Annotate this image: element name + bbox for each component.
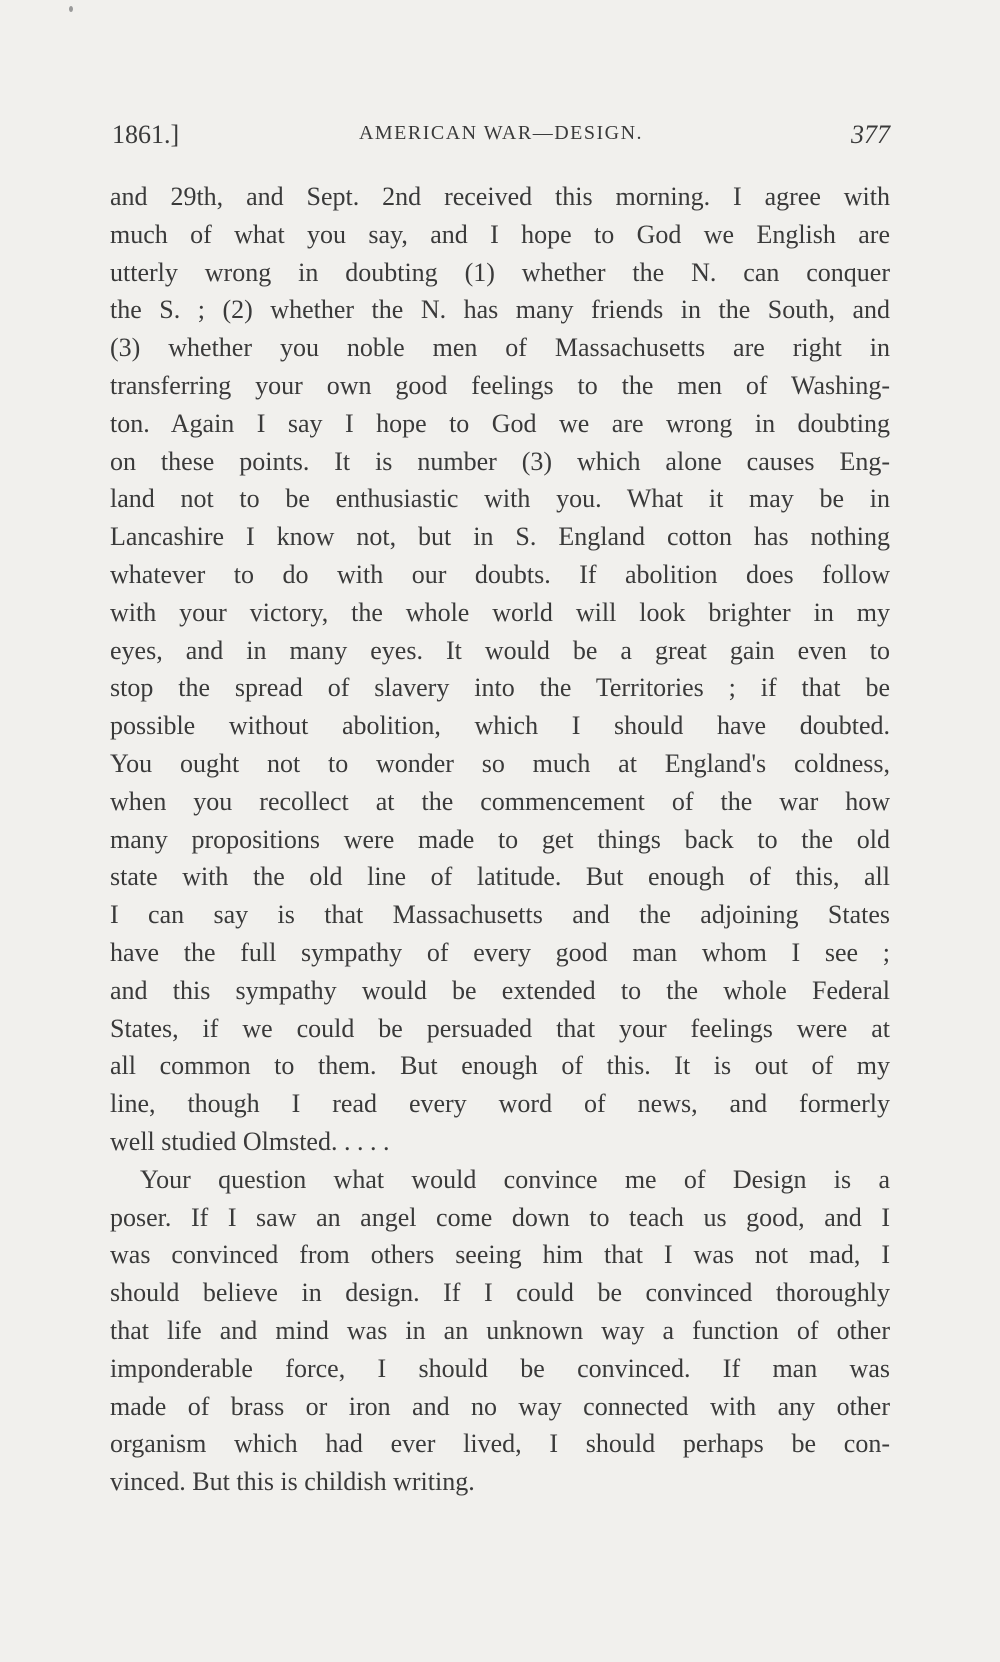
page-number: 377 bbox=[851, 120, 890, 149]
paragraph bbox=[110, 178, 890, 1161]
text-line: should believe in design. If I could be convinced thoroughly bbox=[110, 1278, 890, 1308]
text-line: made of brass or iron and no way connected with any other bbox=[110, 1391, 890, 1421]
text-line: with your victory, the whole world will look brighter in my bbox=[110, 597, 890, 627]
body-text bbox=[110, 178, 890, 1501]
text-line: Lancashire I know not, but in S. England cotton has nothing bbox=[110, 522, 890, 552]
text-line: poser. If I saw an angel come down to teach us good, and I bbox=[110, 1202, 890, 1232]
header-year: 1861.] bbox=[112, 120, 180, 149]
paper-speck bbox=[69, 6, 73, 12]
text-line: line, though I read every word of news, and formerly bbox=[110, 1089, 890, 1119]
text-line: utterly wrong in doubting (1) whether the N. can conquer bbox=[110, 257, 890, 287]
text-line: possible without abolition, which I should have doubted. bbox=[110, 711, 890, 741]
text-line: organism which had ever lived, I should perhaps be con- bbox=[110, 1429, 890, 1459]
text-line: eyes, and in many eyes. It would be a great gain even to bbox=[110, 635, 890, 665]
text-line: Your question what would convince me of Design is a bbox=[140, 1164, 890, 1194]
running-title: AMERICAN WAR—DESIGN. bbox=[358, 122, 644, 144]
text-line: that life and mind was in an unknown way a function of other bbox=[110, 1315, 890, 1345]
text-line: on these points. It is number (3) which alone causes Eng- bbox=[110, 446, 890, 476]
text-line: (3) whether you noble men of Massachusetts are right in bbox=[110, 333, 890, 363]
text-line: the S. ; (2) whether the N. has many friends in the South, and bbox=[110, 295, 890, 325]
text-line: all common to them. But enough of this. It is out of my bbox=[110, 1051, 890, 1081]
text-line: stop the spread of slavery into the Territories ; if that be bbox=[110, 673, 890, 703]
text-line: whatever to do with our doubts. If abolition does follow bbox=[110, 559, 890, 589]
text-line: States, if we could be persuaded that your feelings were at bbox=[110, 1013, 890, 1043]
text-line: many propositions were made to get things back to the old bbox=[110, 824, 890, 854]
text-line: I can say is that Massachusetts and the adjoining States bbox=[110, 900, 890, 930]
text-line: much of what you say, and I hope to God we English are bbox=[110, 219, 890, 249]
text-line: transferring your own good feelings to the men of Washing- bbox=[110, 370, 890, 400]
text-line: and 29th, and Sept. 2nd received this morning. I agree with bbox=[110, 182, 890, 211]
paragraph bbox=[110, 1161, 890, 1501]
text-line: state with the old line of latitude. But enough of this, all bbox=[110, 862, 890, 892]
text-line: when you recollect at the commencement of the war how bbox=[110, 786, 890, 816]
text-line: well studied Olmsted. . . . . bbox=[110, 1126, 390, 1156]
text-line: and this sympathy would be extended to the whole Federal bbox=[110, 975, 890, 1005]
text-line: land not to be enthusiastic with you. What it may be in bbox=[110, 484, 890, 514]
running-header bbox=[112, 116, 890, 156]
text-line: vinced. But this is childish writing. bbox=[110, 1467, 475, 1497]
text-line: imponderable force, I should be convinced. If man was bbox=[110, 1353, 890, 1383]
text-line: was convinced from others seeing him that I was not mad, I bbox=[110, 1240, 890, 1270]
text-line: You ought not to wonder so much at England's coldness, bbox=[110, 748, 890, 778]
text-line: ton. Again I say I hope to God we are wrong in doubting bbox=[110, 408, 890, 438]
text-line: have the full sympathy of every good man whom I see ; bbox=[110, 937, 890, 967]
